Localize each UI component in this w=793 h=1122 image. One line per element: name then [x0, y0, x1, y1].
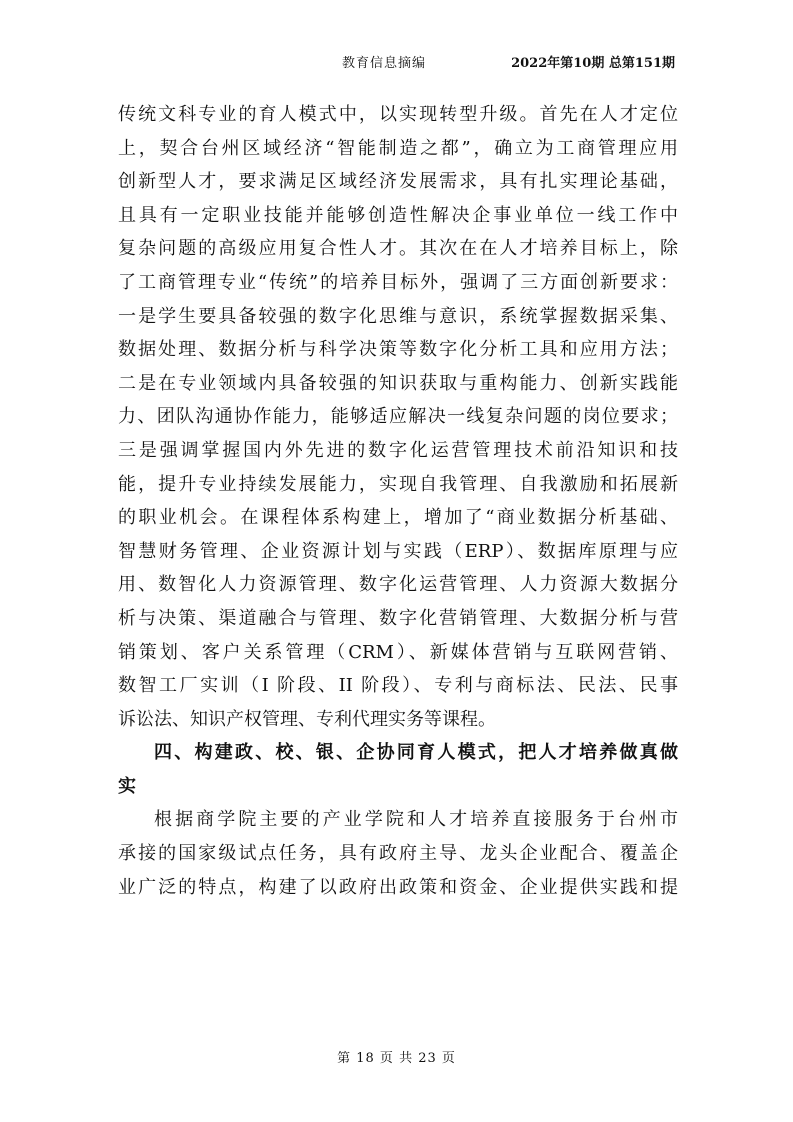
text-line: 用、数智化人力资源管理、数字化运营管理、人力资源大数据分 — [118, 574, 678, 596]
journal-title: 教育信息摘编 — [342, 56, 427, 71]
text-line: 析与决策、渠道融合与管理、数字化营销管理、大数据分析与营 — [118, 607, 678, 629]
page-number-footer: 第 18 页 共 23 页 — [337, 1051, 456, 1066]
text-line: 承接的国家级试点任务，具有政府主导、龙头企业配合、覆盖企 — [118, 843, 678, 865]
text-line: 上，契合台州区域经济“智能制造之都”，确立为工商管理应用 — [118, 137, 678, 159]
text-line: 三是强调掌握国内外先进的数字化运营管理技术前沿知识和技 — [118, 439, 678, 461]
document-body — [118, 98, 678, 904]
text-line: 能，提升专业持续发展能力，实现自我管理、自我激励和拓展新 — [118, 473, 678, 495]
section-heading: 四、构建政、校、银、企协同育人模式，把人才培养做真做 — [154, 742, 678, 764]
text-line: 创新型人才，要求满足区域经济发展需求，具有扎实理论基础， — [118, 171, 678, 193]
page-header — [0, 52, 793, 72]
text-line: 根据商学院主要的产业学院和人才培养直接服务于台州市 — [154, 809, 678, 831]
text-line: 销策划、客户关系管理（CRM）、新媒体营销与互联网营销、 — [118, 641, 678, 663]
text-line: 一是学生要具备较强的数字化思维与意识，系统掌握数据采集、 — [118, 305, 678, 327]
text-line: 数智工厂实训（I 阶段、II 阶段）、专利与商标法、民法、民事 — [118, 675, 678, 697]
text-line: 的职业机会。在课程体系构建上，增加了“商业数据分析基础、 — [118, 507, 678, 529]
issue-info: 2022年第10期 总第151期 — [511, 56, 675, 71]
section-heading-continuation: 实 — [118, 775, 136, 797]
text-line: 二是在专业领域内具备较强的知识获取与重构能力、创新实践能 — [118, 372, 678, 394]
text-line: 业广泛的特点，构建了以政府出政策和资金、企业提供实践和提 — [118, 876, 678, 898]
text-line: 复杂问题的高级应用复合性人才。其次在在人才培养目标上，除 — [118, 238, 678, 260]
text-line: 智慧财务管理、企业资源计划与实践（ERP）、数据库原理与应 — [118, 540, 678, 562]
text-line: 诉讼法、知识产权管理、专利代理实务等课程。 — [118, 708, 496, 730]
text-line: 且具有一定职业技能并能够创造性解决企事业单位一线工作中 — [118, 204, 678, 226]
text-line: 力、团队沟通协作能力，能够适应解决一线复杂问题的岗位要求； — [118, 406, 678, 428]
text-line: 传统文科专业的育人模式中，以实现转型升级。首先在人才定位 — [118, 104, 678, 125]
text-line: 了工商管理专业“传统”的培养目标外，强调了三方面创新要求： — [118, 271, 678, 293]
text-line: 数据处理、数据分析与科学决策等数字化分析工具和应用方法； — [118, 339, 678, 361]
